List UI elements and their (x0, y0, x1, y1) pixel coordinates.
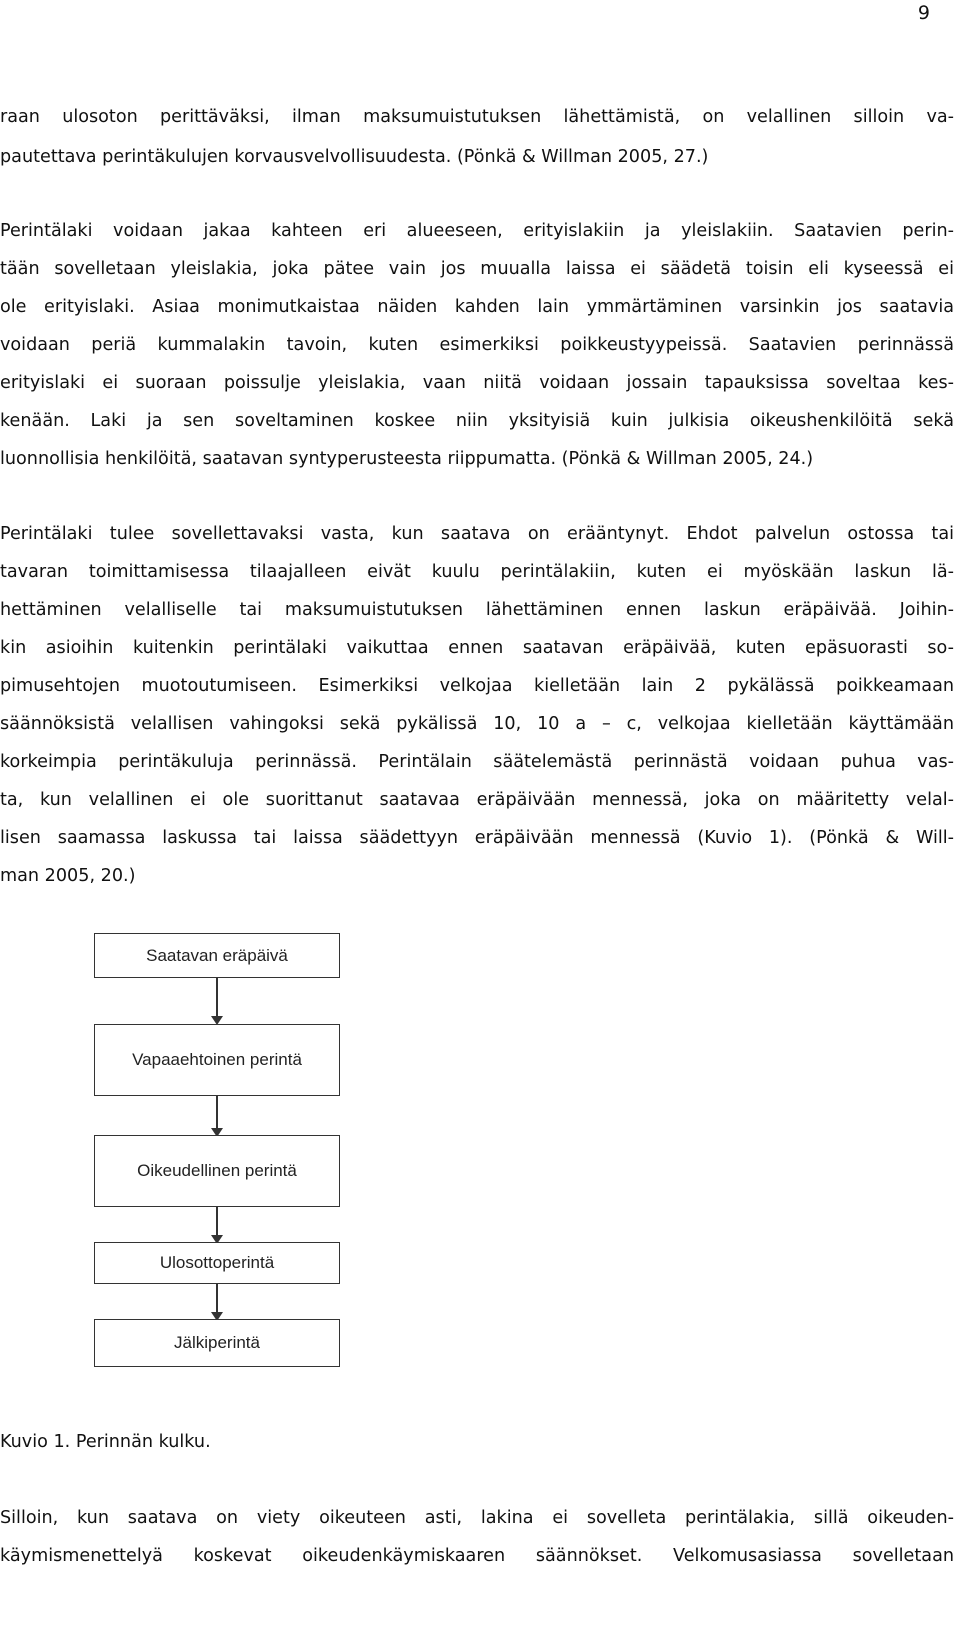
paragraph-line: lisen saamassa laskussa tai laissa säädettyyn eräpäivään mennessä (Kuvio 1). (Pönkä & Will- (0, 828, 954, 848)
flow-arrow (216, 1284, 218, 1314)
flow-step-post-collection: Jälkiperintä (94, 1319, 340, 1367)
paragraph-line: Perintälaki voidaan jakaa kahteen eri alueeseen, erityislakiin ja yleislakiin. Saatavien perin- (0, 221, 954, 241)
paragraph-line: kin asioihin kuitenkin perintälaki vaikuttaa ennen saatavan eräpäivää, kuten epäsuorasti so- (0, 638, 954, 658)
flow-arrow (216, 1207, 218, 1237)
flow-arrow (216, 1096, 218, 1130)
paragraph-line: säännöksistä velallisen vahingoksi sekä pykälissä 10, 10 a – c, velkojaa kielletään käyttämään (0, 714, 954, 734)
paragraph-line: tavaran toimittamisessa tilaajalleen eivät kuulu perintälakiin, kuten ei myöskään laskun lä- (0, 562, 954, 582)
paragraph-line: Silloin, kun saatava on viety oikeuteen asti, lakina ei sovelleta perintälakia, sillä oikeuden- (0, 1508, 954, 1528)
flow-step-enforcement-collection: Ulosottoperintä (94, 1242, 340, 1284)
paragraph-line: ta, kun velallinen ei ole suorittanut saatavaa eräpäivään mennessä, joka on määritetty velal- (0, 790, 954, 810)
paragraph-line: erityislaki ei suoraan poissulje yleislakia, vaan niitä voidaan jossain tapauksissa soveltaa kes- (0, 373, 954, 393)
paragraph-line: Perintälaki tulee sovellettavaksi vasta, kun saatava on erääntynyt. Ehdot palvelun ostossa tai (0, 524, 954, 544)
page-number: 9 (917, 2, 930, 24)
paragraph-line: luonnollisia henkilöitä, saatavan syntyperusteesta riippumatta. (Pönkä & Willman 2005, 24.) (0, 449, 814, 469)
paragraph-line: korkeimpia perintäkuluja perinnässä. Perintälain säätelemästä perinnästä voidaan puhua vas- (0, 752, 954, 772)
paragraph-line: pautettava perintäkulujen korvausvelvollisuudesta. (Pönkä & Willman 2005, 27.) (0, 147, 709, 167)
flow-step-legal-collection: Oikeudellinen perintä (94, 1135, 340, 1207)
paragraph-line: man 2005, 20.) (0, 866, 136, 886)
paragraph-line: hettäminen velalliselle tai maksumuistutuksen lähettäminen ennen laskun eräpäivää. Joihin- (0, 600, 954, 620)
paragraph-line: ole erityislaki. Asiaa monimutkaistaa näiden kahden lain ymmärtäminen varsinkin jos saatavia (0, 297, 954, 317)
flow-step-voluntary-collection: Vapaaehtoinen perintä (94, 1024, 340, 1096)
paragraph-line: käymismenettelyä koskevat oikeudenkäymiskaaren säännökset. Velkomusasiassa sovelletaan (0, 1546, 954, 1566)
paragraph-line: raan ulosoton perittäväksi, ilman maksumuistutuksen lähettämistä, on velallinen silloin va- (0, 107, 954, 127)
paragraph-line: tään sovelletaan yleislakia, joka pätee vain jos muualla laissa ei säädetä toisin eli kyseessä ei (0, 259, 954, 279)
flow-step-due-date: Saatavan eräpäivä (94, 933, 340, 978)
flow-arrow (216, 978, 218, 1018)
flow-diagram (7, 925, 427, 1395)
paragraph-line: voidaan periä kummalakin tavoin, kuten esimerkiksi poikkeustyypeissä. Saatavien perinnässä (0, 335, 954, 355)
figure-caption: Kuvio 1. Perinnän kulku. (0, 1432, 211, 1452)
paragraph-line: pimusehtojen muotoutumiseen. Esimerkiksi velkojaa kielletään lain 2 pykälässä poikkeamaan (0, 676, 954, 696)
paragraph-line: kenään. Laki ja sen soveltaminen koskee niin yksityisiä kuin julkisia oikeushenkilöitä sekä (0, 411, 954, 431)
